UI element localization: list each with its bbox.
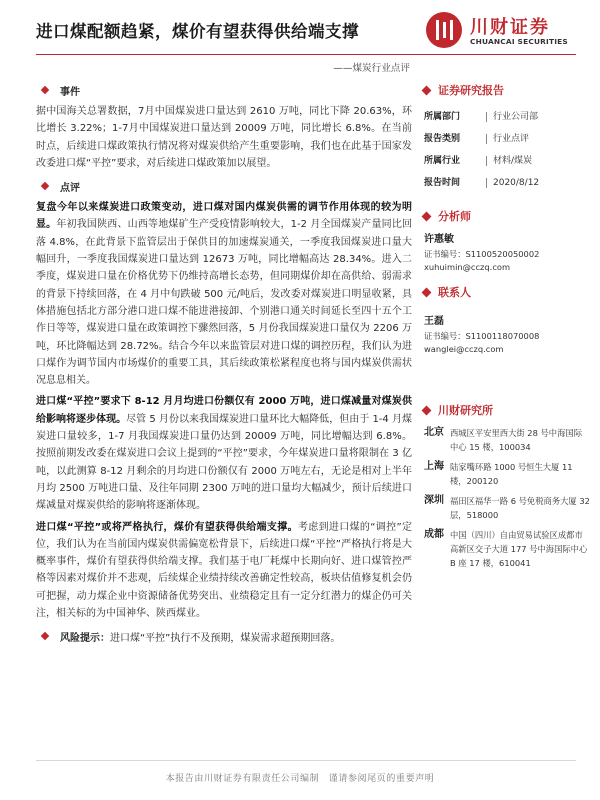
office-city: 成都: [424, 529, 444, 540]
info-row: [420, 106, 596, 128]
footer-rule: [36, 760, 576, 761]
comment-p1-lead: 复盘今年以来煤炭进口政策变动，进口煤对国内煤炭供需的调节作用体现的较为明显。: [36, 202, 412, 231]
analyst-card: [420, 232, 596, 274]
info-label: 报告时间: [424, 178, 461, 188]
info-row: [420, 172, 596, 194]
office-address: 福田区福华一路 6 号免税商务大厦 32 层，518000: [450, 496, 590, 520]
info-value: 2020/8/12: [493, 178, 540, 188]
comment-paragraph-3: [36, 519, 412, 623]
diamond-bullet-icon: [422, 287, 432, 297]
brand-logo: [426, 12, 596, 52]
analyst-name: 许惠敏: [424, 234, 454, 245]
diamond-bullet-icon: [40, 85, 50, 95]
contact-card: [420, 314, 596, 356]
office-city: 北京: [424, 427, 444, 438]
contact-name: 王磊: [424, 316, 444, 327]
comment-paragraph-2: [36, 393, 412, 514]
event-heading: 事件: [60, 86, 80, 98]
logo-text-en: CHUANCAI SECURITIES: [470, 37, 568, 46]
risk-heading: 风险提示：: [60, 632, 110, 644]
page-subtitle: ——煤炭行业点评: [333, 63, 410, 74]
info-value: 材料/煤炭: [493, 156, 533, 166]
diamond-bullet-icon: [40, 631, 50, 641]
report-title-heading: [420, 82, 596, 98]
institute-heading: [420, 402, 596, 418]
diamond-bullet-icon: [422, 85, 432, 95]
analyst-cert: 证书编号：S1100520050002: [424, 249, 540, 259]
info-label: 报告类别: [424, 134, 461, 144]
office-city: 上海: [424, 461, 444, 472]
comment-heading: 点评: [60, 182, 80, 194]
comment-p2-lead: 进口煤“平控”要求下 8-12 月月均进口份额仅有 2000 万吨，进口煤减量对煤炭供给影响将逐步体现。: [36, 396, 412, 425]
office-item: [420, 528, 596, 570]
office-address: 西城区平安里西大街 28 号中海国际中心 15 楼，100034: [450, 428, 582, 452]
info-separator: [486, 134, 487, 144]
logo-mark-icon: [426, 12, 462, 48]
info-row: [420, 150, 596, 172]
info-value: 行业点评: [493, 134, 530, 144]
info-label: 所属行业: [424, 156, 461, 166]
analyst-heading: [420, 208, 596, 224]
diamond-bullet-icon: [422, 211, 432, 221]
diamond-bullet-icon: [422, 405, 432, 415]
comment-p3-lead: 进口煤“平控”或将严格执行，煤价有望获得供给端支撑。: [36, 521, 298, 533]
risk-text: 进口煤“平控”执行不及预期，煤炭需求超预期回落。: [110, 632, 341, 644]
sidebar: [420, 82, 596, 576]
comment-p3-body: 考虑到进口煤的“调控”定位，我们认为在当前国内煤炭供需偏宽松背景下，后续进口煤“平控”严格执行将是大概率事件，煤价有望获得供给端支撑。我们基于电厂耗煤中长期向好、进口煤管控严格等因素对煤价并不悲观，后续煤企业绩持续改善确定性较高，板块估值修复机会仍可把握，动力煤企业中资源储备优势突出、业绩稳定且有一定分红潜力的煤企仍可关注，相关标的为中国神华、陕西煤业。: [36, 521, 412, 620]
comment-paragraph-1: [36, 199, 412, 389]
office-item: [420, 460, 596, 488]
info-separator: [486, 112, 487, 122]
office-item: [420, 494, 596, 522]
contact-heading: [420, 284, 596, 300]
comment-p2-body: 尽管 5 月份以来我国煤炭进口量环比大幅降低，但由于 1-4 月煤炭进口量较多，1-7 月我国煤炭进口量仍达到 20009 万吨，同比增幅达到 6.8%。按照前期发改委在煤炭进口会议上提到的“平控”要求，今年煤炭进口量将限制在 3 亿吨，以此测算 8-12 月剩余的月均进口份额仅有 2000 万吨左右，无论是相对上半年月均 2500 万吨进口量、及往年同期 2300 万吨的进口量均大幅减少，预计后续进口煤减量对煤炭供给的影响将逐渐体现。: [36, 413, 412, 512]
info-value: 行业公司部: [493, 112, 539, 122]
office-city: 深圳: [424, 495, 444, 506]
institute-heading-label: 川财研究所: [438, 404, 493, 417]
info-separator: [486, 178, 487, 188]
contact-email[interactable]: wanglei@cczq.com: [424, 344, 504, 354]
office-address: 陆家嘴环路 1000 号恒生大厦 11 楼，200120: [450, 462, 573, 486]
contact-cert: 证书编号：S1100118070008: [424, 331, 540, 341]
section-risk: [36, 628, 412, 644]
section-comment: [36, 178, 412, 194]
info-separator: [486, 156, 487, 166]
footer-disclaimer: 本报告由川财证券有限责任公司编制 谨请参阅尾页的重要声明: [165, 774, 435, 784]
diamond-bullet-icon: [40, 181, 50, 191]
office-address: 中国（四川）自由贸易试验区成都市高新区交子大道 177 号中海国际中心 B 座 17 楼，610041: [450, 530, 588, 568]
analyst-email[interactable]: xuhuimin@cczq.com: [424, 262, 511, 272]
report-title: 证券研究报告: [438, 84, 504, 97]
page-title: 进口煤配额趋紧，煤价有望获得供给端支撑: [36, 22, 359, 41]
header-rule: [36, 54, 576, 55]
comment-p1-body: 年初我国陕西、山西等地煤矿生产受疫情影响较大，1-2 月全国煤炭产量同比回落 4.8%，在此背景下监管层出于保供目的加速煤炭通关，一季度我国煤炭进口量大幅回升，一季度我国煤炭进口量达到 12673 万吨，同比增幅高达 28.34%。进入二季度，煤炭进口量在价格优势下仍维持高增长态势，但同期煤价却在高供给、弱需求的背景下持续回落，在 4 月中旬跌破 500 元/吨后，发改委对煤炭进口明显收紧，具体措施包括北方部分港口进口煤不能进港接卸、个别港口通关时间延长至四十五个工作日等等，煤炭进口量在政策调控下骤然回落，5 月份我国煤炭进口量仅为 2206 万吨，环比降幅达到 28.72%。结合今年以来监管层对进口煤的调控历程，我们认为进口煤作为调节国内市场煤价的重要工具，其后续政策松紧程度也将与国内煤炭供需状况息息相关。: [36, 219, 413, 387]
office-list: [420, 426, 596, 570]
logo-text-cn: 川财证券: [470, 17, 550, 38]
info-label: 所属部门: [424, 112, 461, 122]
info-row: [420, 128, 596, 150]
contact-heading-label: 联系人: [438, 286, 471, 299]
event-text: 据中国海关总署数据，7月中国煤炭进口量达到 2610 万吨，同比下降 20.63%，环比增长 3.22%；1-7月中国煤炭进口量达到 20009 万吨，同比增长 6.8%。在当前时点，后续进口煤政策执行情况将对煤炭供给产生重要影响，我们也在此基于国家发改委进口煤“平控”要求，对后续进口煤政策加以展望。: [36, 106, 412, 169]
main-column: [36, 82, 412, 649]
office-item: [420, 426, 596, 454]
analyst-heading-label: 分析师: [438, 210, 471, 223]
report-info: [420, 106, 596, 194]
section-event: [36, 82, 412, 98]
